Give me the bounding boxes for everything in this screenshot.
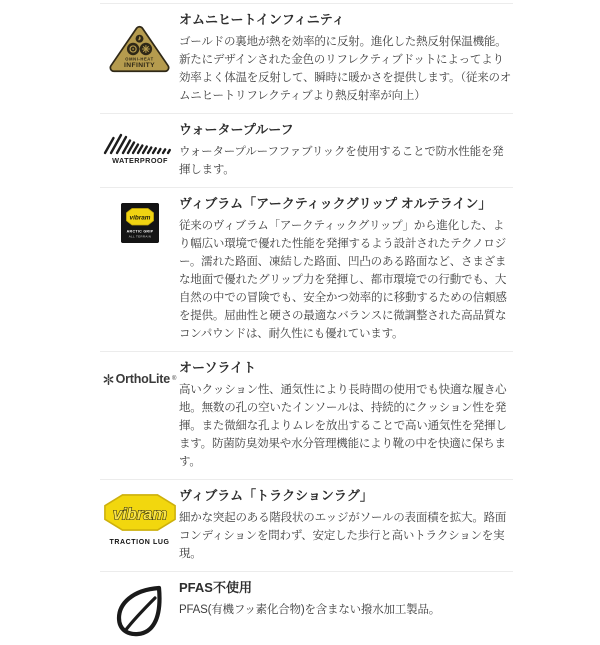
feature-section-waterproof [100, 113, 513, 187]
vibram-arctic-grip-icon [121, 203, 159, 243]
svg-text:INFINITY: INFINITY [123, 62, 156, 70]
svg-text:ALL TERRAIN: ALL TERRAIN [128, 234, 151, 239]
feature-title: オーソライト [179, 360, 257, 375]
svg-text:vibram: vibram [129, 214, 150, 222]
feature-description: 高いクッション性、通気性により長時間の使用でも快適な履き心地。無数の孔の空いたインソールは、持続的にクッション性を発揮。また微細な孔よりムレを放出することで高い通気性を発揮します。防菌防臭効果や水分管理機能により靴の中を快適に保ちます。 [179, 384, 507, 468]
feature-description: 細かな突起のある階段状のエッジがソールの表面積を拡大。路面コンディションを問わず、安定した歩行と高いトラクションを実現。 [179, 512, 507, 560]
registered-mark: ® [172, 376, 177, 382]
feature-description: PFAS(有機フッ素化合物)を含まない撥水加工製品。 [179, 604, 441, 616]
feature-title: ヴィブラム「トラクションラグ」 [179, 488, 373, 503]
pfas-free-leaf-icon [112, 585, 168, 637]
feature-section-vibram-arctic-grip [100, 187, 513, 351]
feature-section-pfas-free [100, 571, 513, 645]
feature-description: 従来のヴィブラム「アークティックグリップ」から進化した、より幅広い環境で優れた性能を発揮するよう設計されたテクノロジー。濡れた路面、凍結した路面、凹凸のある路面など、さまざまな地面で優れたグリップ力を発揮し、都市環境での行動でも、大自然の中での冒険でも、安全かつ効率的に移動するための信頼感を提供。屈曲性と硬さの最適なバランスに微調整された高品質なコンパウンドは、耐久性にも優れています。 [179, 220, 507, 340]
feature-title: オムニヒートインフィニティ [179, 12, 345, 27]
omni-heat-infinity-icon [108, 24, 171, 74]
feature-section-omni-heat-infinity [100, 3, 513, 113]
waterproof-icon [101, 131, 179, 165]
ortholite-burst-icon [103, 374, 114, 385]
feature-section-ortholite [100, 351, 513, 479]
vibram-octagon-icon [101, 493, 179, 532]
svg-text:vibram: vibram [112, 504, 167, 524]
vibram-traction-lug-badge [101, 493, 179, 546]
traction-lug-label: TRACTION LUG [109, 539, 170, 546]
product-features-panel [100, 0, 513, 645]
feature-description: ゴールドの裏地が熱を効率的に反射。進化した熱反射保温機能。新たにデザインされた金色のリフレクティブドットによってより効率よく体温を反射して、瞬時に暖かさを提供します。（従来のオムニヒートリフレクティブより熱反射率が向上） [179, 36, 512, 102]
ortholite-wordmark: OrthoLite [115, 372, 171, 386]
svg-text:WATERPROOF: WATERPROOF [111, 156, 168, 165]
feature-title: ヴィブラム「アークティックグリップ オルテライン」 [179, 196, 492, 211]
feature-description: ウォータープルーフファブリックを使用することで防水性能を発揮します。 [179, 146, 504, 176]
svg-text:OMNI-HEAT: OMNI-HEAT [125, 56, 154, 62]
feature-section-vibram-traction-lug [100, 479, 513, 571]
ortholite-logo [103, 372, 177, 386]
feature-title: PFAS不使用 [179, 580, 252, 595]
svg-text:ARCTIC GRIP: ARCTIC GRIP [126, 229, 153, 234]
feature-title: ウォータープルーフ [179, 122, 294, 137]
